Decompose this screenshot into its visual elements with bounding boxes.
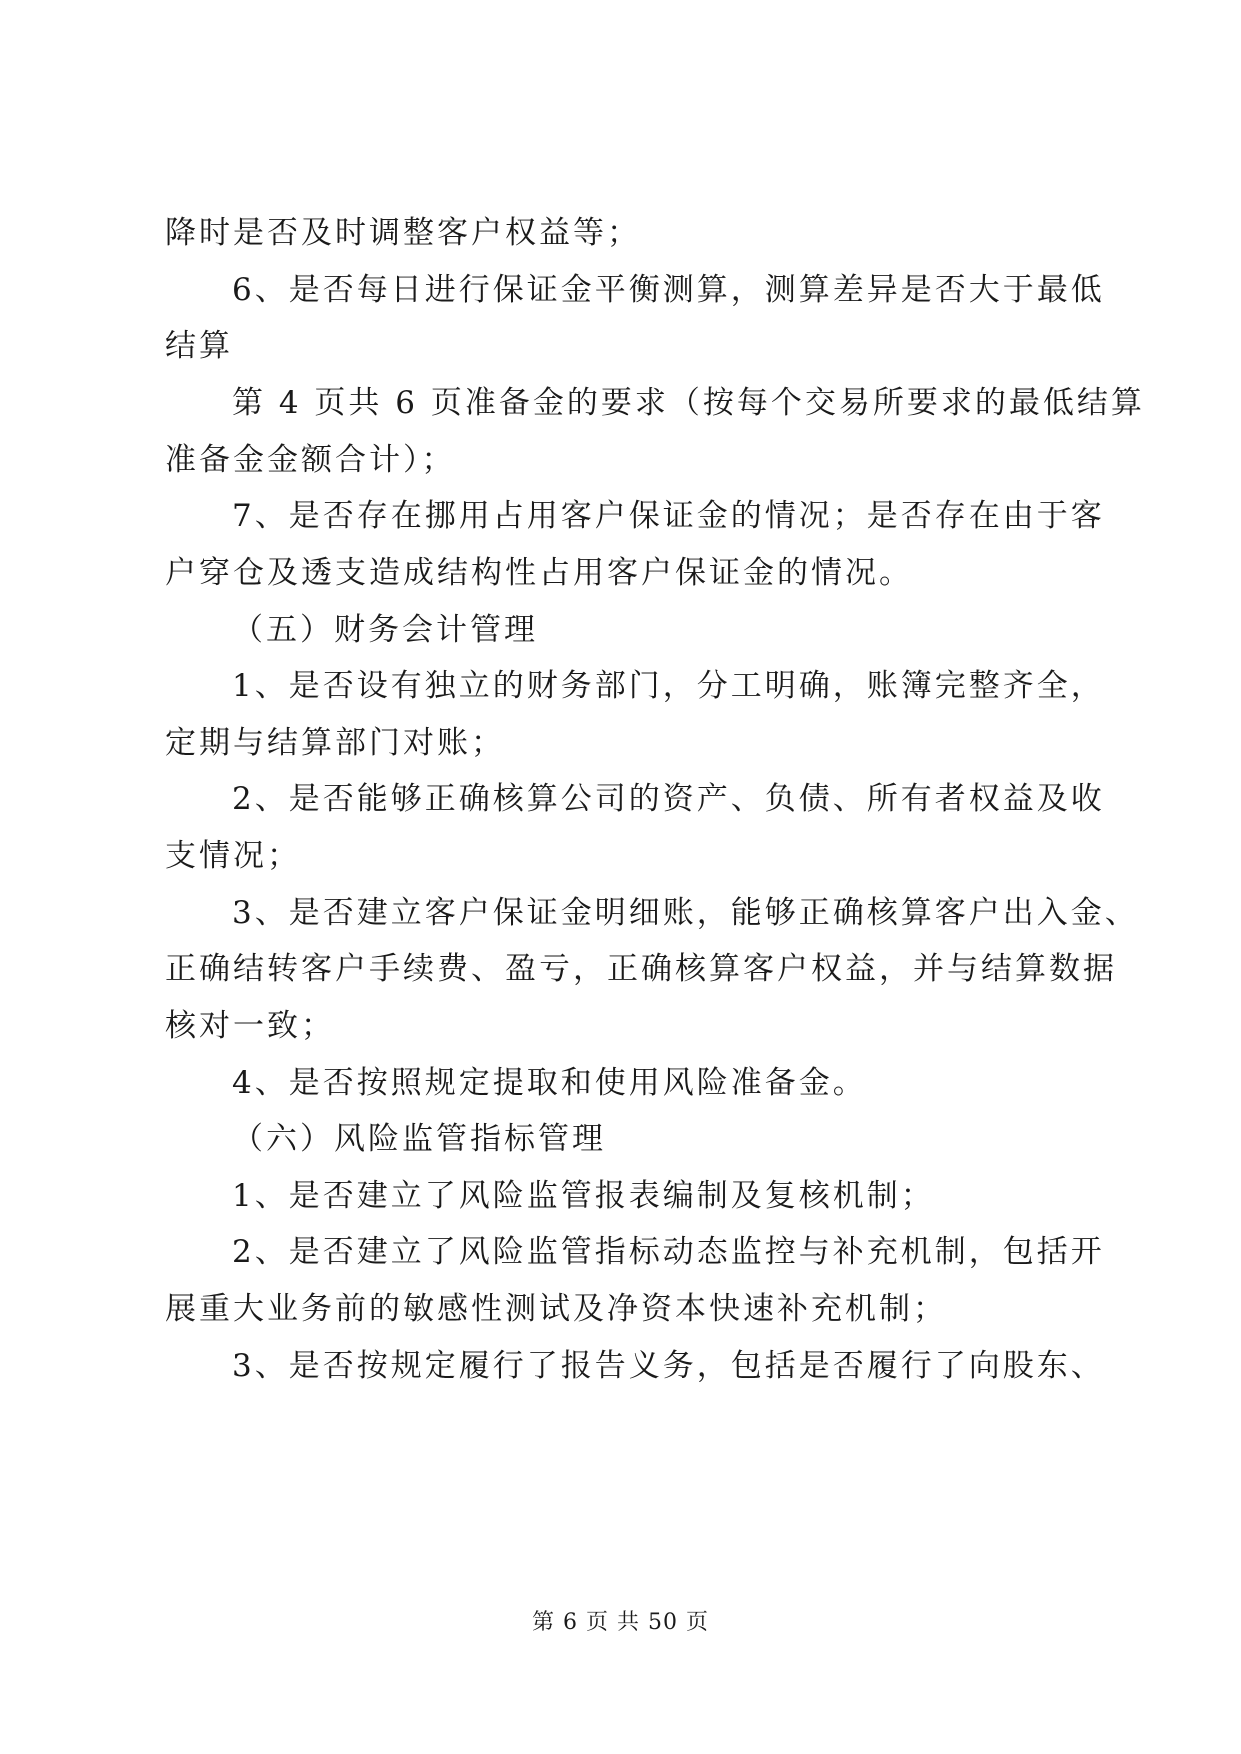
text-line: 正确结转客户手续费、盈亏，正确核算客户权益，并与结算数据 — [165, 951, 1117, 987]
text-line: 结算 — [165, 328, 233, 364]
text-line: 2、是否建立了风险监管指标动态监控与补充机制，包括开 — [232, 1234, 1105, 1270]
text-line: 1、是否设有独立的财务部门，分工明确，账簿完整齐全， — [232, 668, 1105, 704]
text-line: 7、是否存在挪用占用客户保证金的情况；是否存在由于客 — [232, 498, 1105, 534]
text-line: 降时是否及时调整客户权益等； — [165, 215, 641, 251]
text-line: 第 4 页共 6 页准备金的要求（按每个交易所要求的最低结算 — [232, 385, 1145, 421]
text-line: 3、是否建立客户保证金明细账，能够正确核算客户出入金、 — [232, 895, 1139, 931]
text-line: 户穿仓及透支造成结构性占用客户保证金的情况。 — [165, 555, 913, 591]
text-line: 3、是否按规定履行了报告义务，包括是否履行了向股东、 — [232, 1348, 1105, 1384]
text-line: 展重大业务前的敏感性测试及净资本快速补充机制； — [165, 1291, 947, 1327]
text-line: 2、是否能够正确核算公司的资产、负债、所有者权益及收 — [232, 781, 1105, 817]
section-heading: （五）财务会计管理 — [232, 612, 538, 648]
text-line: 准备金金额合计）； — [165, 442, 456, 478]
section-heading: （六）风险监管指标管理 — [232, 1121, 606, 1157]
text-line: 6、是否每日进行保证金平衡测算，测算差异是否大于最低 — [232, 272, 1105, 308]
text-line: 核对一致； — [165, 1008, 335, 1044]
text-line: 支情况； — [165, 838, 301, 874]
text-line: 1、是否建立了风险监管报表编制及复核机制； — [232, 1178, 935, 1214]
text-line: 定期与结算部门对账； — [165, 725, 505, 761]
text-line: 4、是否按照规定提取和使用风险准备金。 — [232, 1065, 867, 1101]
page-footer: 第 6 页 共 50 页 — [532, 1610, 709, 1635]
